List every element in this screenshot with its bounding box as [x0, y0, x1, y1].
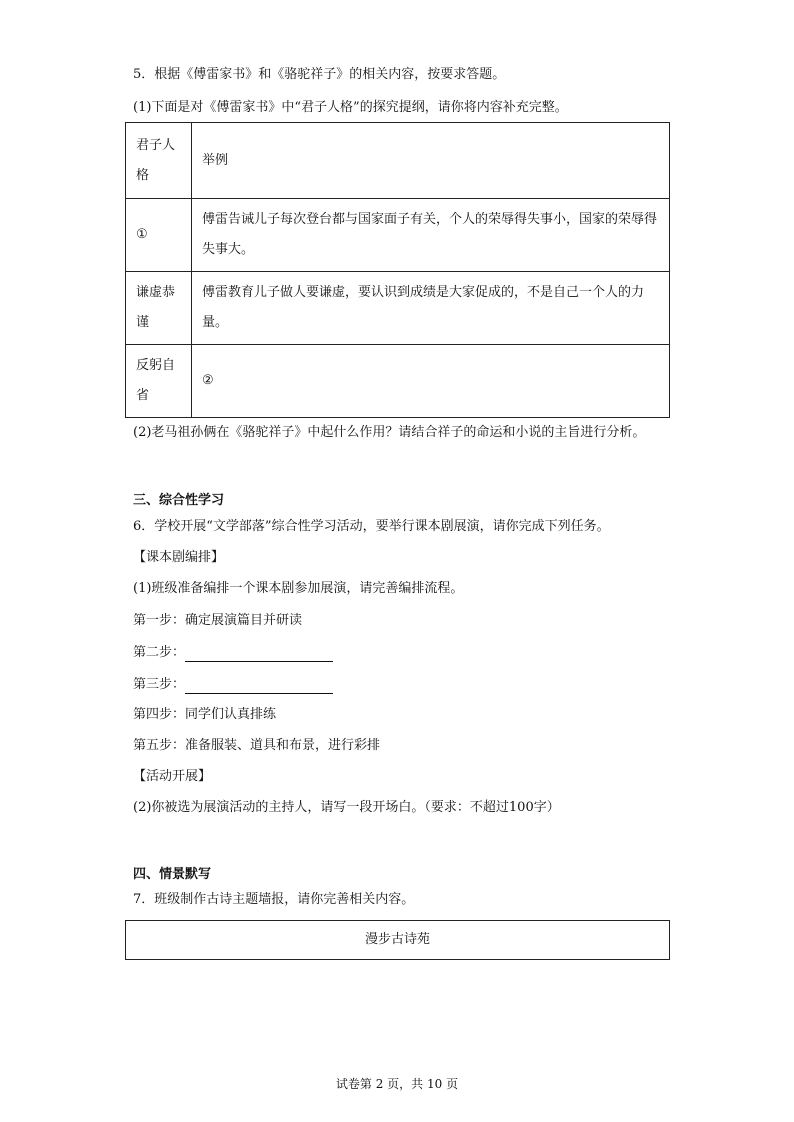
q5-part2: (2)老马祖孙俩在《骆驼祥子》中起什么作用？请结合祥子的命运和小说的主旨进行分析。 — [133, 425, 646, 440]
step-label: 第二步： — [133, 645, 186, 660]
table-row — [126, 272, 670, 345]
q5-part1: (1)下面是对《傅雷家书》中“君子人格”的探究提纲，请你将内容补充完整。 — [133, 100, 568, 115]
table-row — [126, 199, 670, 272]
subsection-title: 【活动开展】 — [133, 769, 212, 784]
table-cell: 反躬自省 — [126, 345, 192, 418]
poem-banner: 漫步古诗苑 — [125, 920, 670, 960]
subsection-title: 【课本剧编排】 — [133, 550, 225, 565]
q6-part2: (2)你被选为展演活动的主持人，请写一段开场白。（要求：不超过100字） — [133, 800, 560, 815]
page-footer: 试卷第 2 页，共 10 页 — [335, 1077, 459, 1091]
step-4: 第四步：同学们认真排练 — [133, 707, 277, 722]
table-cell: 君子人格 — [126, 123, 192, 199]
answer-blank[interactable] — [185, 679, 333, 694]
table-cell: 傅雷教育儿子做人要谦虚，要认识到成绩是大家促成的，不是自己一个人的力量。 — [192, 272, 670, 345]
step-2 — [133, 644, 333, 662]
table-cell: 谦虚恭谨 — [126, 272, 192, 345]
table-cell: ① — [126, 199, 192, 272]
table-cell: 举例 — [192, 123, 670, 199]
table-row — [126, 123, 670, 199]
answer-blank[interactable] — [185, 647, 333, 662]
section3-heading: 三、综合性学习 — [133, 493, 225, 508]
step-3 — [133, 676, 333, 694]
section4-heading: 四、情景默写 — [133, 867, 212, 882]
q6-part1: (1)班级准备编排一个课本剧参加展演，请完善编排流程。 — [133, 581, 464, 596]
step-1: 第一步：确定展演篇目并研读 — [133, 613, 303, 628]
table-cell: ② — [192, 345, 670, 418]
q7-stem: 7．班级制作古诗主题墙报，请你完善相关内容。 — [133, 892, 415, 907]
table-row — [126, 345, 670, 418]
q6-stem: 6．学校开展“文学部落”综合性学习活动，要举行课本剧展演，请你完成下列任务。 — [133, 519, 610, 534]
q5-stem: 5．根据《傅雷家书》和《骆驼祥子》的相关内容，按要求答题。 — [133, 67, 506, 82]
step-5: 第五步：准备服装、道具和布景，进行彩排 — [133, 738, 381, 753]
step-label: 第三步： — [133, 677, 186, 692]
junzi-table — [125, 122, 670, 418]
table-cell: 傅雷告诫儿子每次登台都与国家面子有关，个人的荣辱得失事小，国家的荣辱得失事大。 — [192, 199, 670, 272]
